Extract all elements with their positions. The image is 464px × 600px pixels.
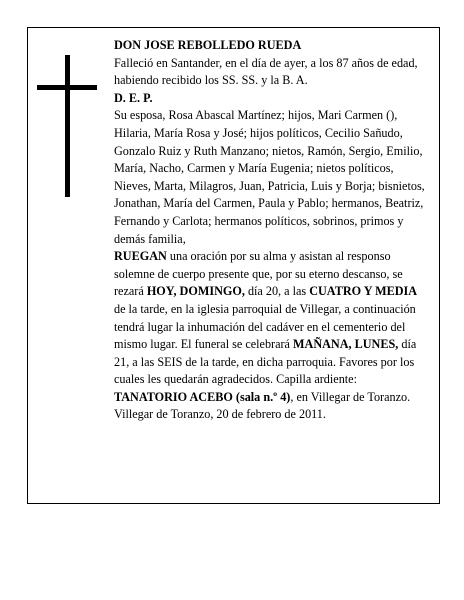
dep-label: D. E. P. [114,90,153,105]
family-list: Su esposa, Rosa Abascal Martínez; hijos, Mari Carmen (), Hilaria, María Rosa y José; hijos políticos, Cecilio Sañudo, Gonzalo Ruiz y Ruth Manzano; nietos, Ramón, Sergio, Emilio, María, Nacho, Carmen y María Eugenia; nietos políticos, Nieves, Marta, Milagros, Juan, Patricia, Luis y Borja; bisnietos, Jonathan, María del Carmen, Paula y Pablo; hermanos, Beatriz, Fernando y Carlota; hermanos políticos, sobrinos, primos y demás familia, [114,108,425,246]
funeral-home: TANATORIO ACEBO (sala n.º 4) [114,389,291,404]
cross-icon [65,55,70,197]
death-statement: Falleció en Santander, en el día de ayer, a los 87 años de edad, habiendo recibido los SS. SS. y la B. A. [114,55,418,88]
deceased-name: DON JOSE REBOLLEDO RUEDA [114,38,302,52]
cross-icon-arm [37,85,97,90]
place-date: Villegar de Toranzo, 20 de febrero de 2011. [114,407,326,422]
service-day: HOY, DOMINGO, [146,284,245,299]
obituary-text [114,37,428,424]
service-time: CUATRO Y MEDIA [309,284,418,299]
funeral-day: MAÑANA, LUNES, [293,337,399,352]
service-paragraph: RUEGAN una oración por su alma y asistan al responso solemne de cuerpo presente que, por su eterno descanso, se rezará HOY, DOMINGO, día 20, a las CUATRO Y MEDIA de la tarde, en la iglesia parroquial de Villegar, a continuación tendrá lugar la inhumación del cadáver en el cementerio del mismo lugar. El funeral se celebrará MAÑANA, LUNES, día 21, a las SEIS de la tarde, en dicha parroquia. Favores por los cuales les quedarán agradecidos. Capilla ardiente: TANATORIO ACEBO (sala n.º 4), en Villegar de Toranzo. [114,249,418,404]
ruegan-label: RUEGAN [114,249,167,264]
